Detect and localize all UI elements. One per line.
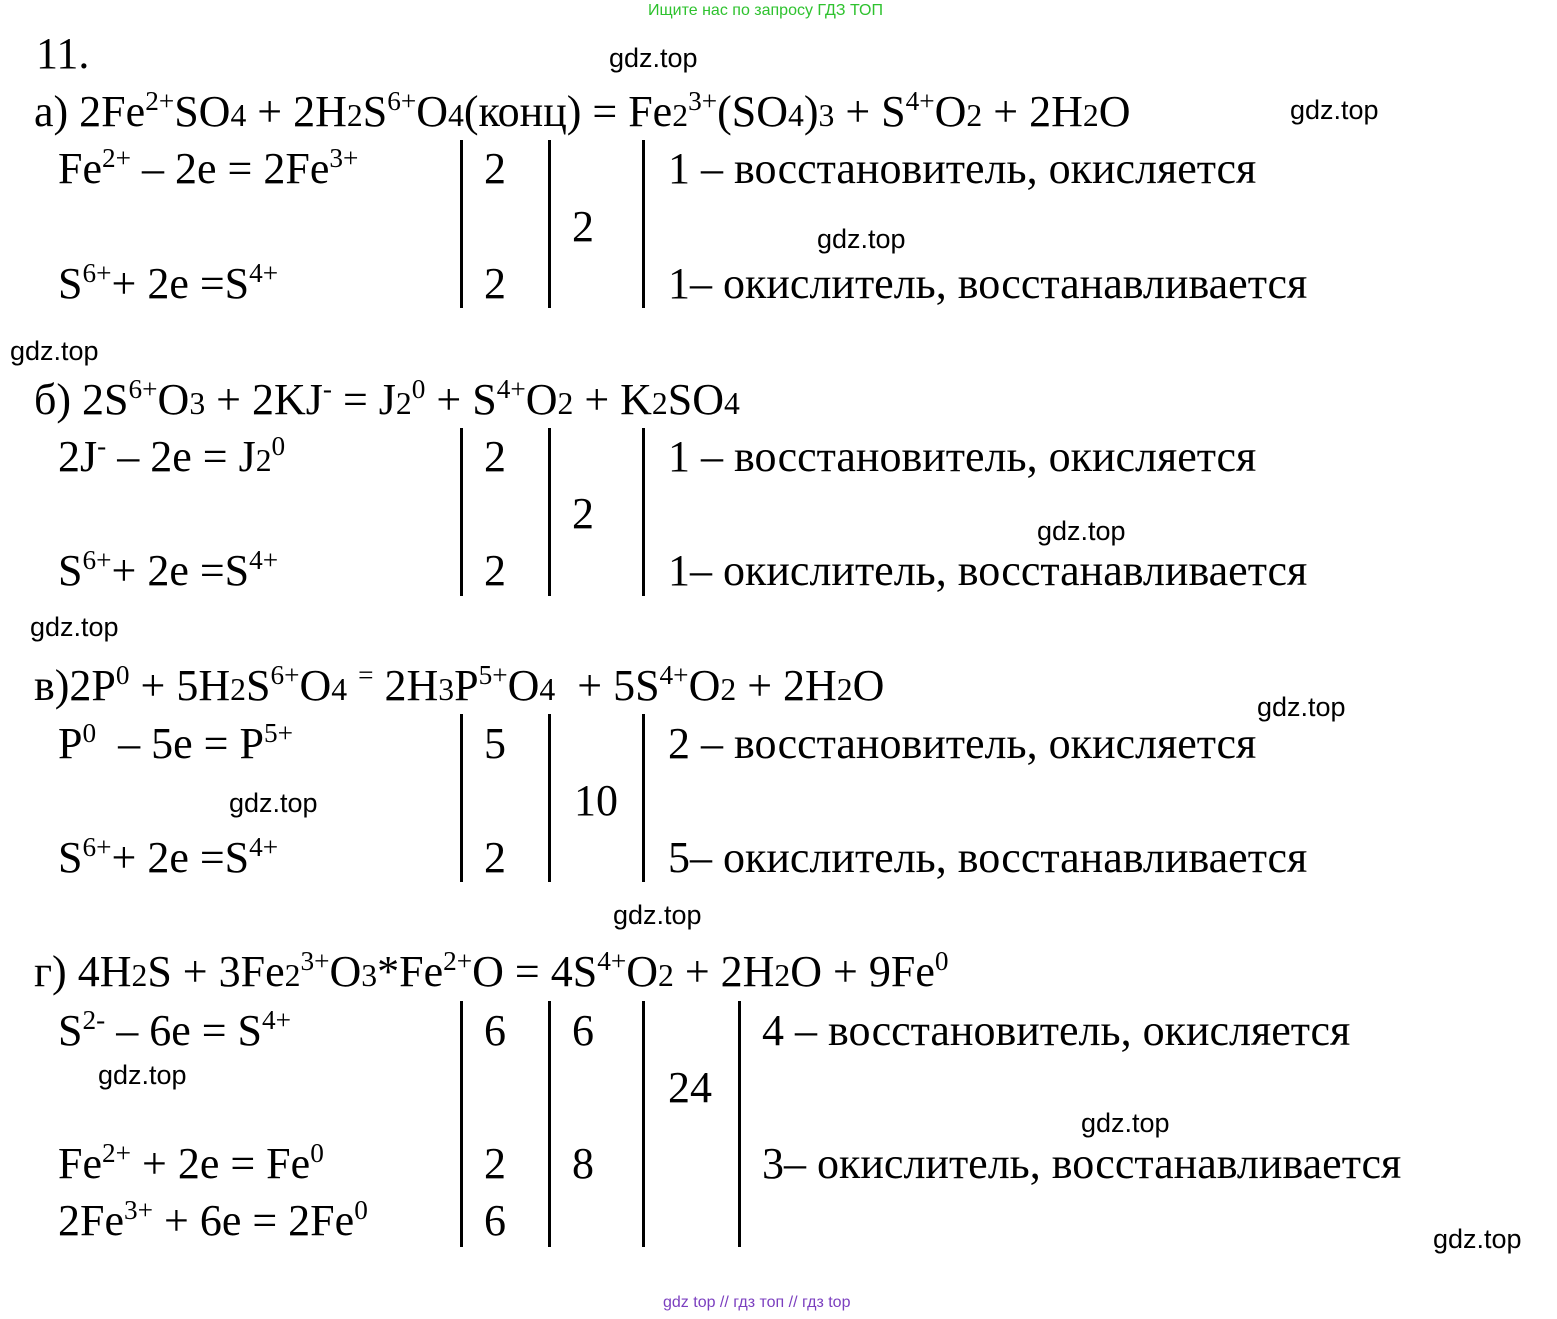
separator-line <box>460 428 463 596</box>
electron-count: 2 <box>484 833 506 882</box>
separator-line <box>738 1001 741 1247</box>
role-reducer: 1 – восстановитель, окисляется <box>668 144 1257 193</box>
half-reaction-g2: $Fe^{2+} + 2e = Fe^0$ <box>58 1137 324 1188</box>
equation-g: г) $4H2S + 3Fe2^{3+}O3*Fe^{2+}O = 4S^{4+}O2 + 2H2O + 9Fe^0$ <box>34 945 949 996</box>
separator-line <box>548 714 551 882</box>
role-reducer: 1 – восстановитель, окисляется <box>668 432 1257 481</box>
electron-count: 2 <box>484 432 506 481</box>
separator-line <box>642 428 645 596</box>
role-oxidizer: 3– окислитель, восстанавливается <box>762 1139 1402 1188</box>
lcm-value: 2 <box>572 202 594 251</box>
electron-sum: 8 <box>572 1139 594 1188</box>
lcm-value: 2 <box>572 489 594 538</box>
electron-count: 2 <box>484 546 506 595</box>
electron-count: 5 <box>484 719 506 768</box>
half-reaction-b1: $2J^- - 2e = J2^0$ <box>58 430 286 481</box>
equation-v: $в)2P^0 + 5H2S^{6+}O4$ = $2H3P^{5+}O4 + 5S^{4+}O2 + 2H2O$ <box>34 659 885 710</box>
electron-count: 2 <box>484 144 506 193</box>
half-reaction-b2: $S^{6+}+ 2e =S^{4+}$ <box>58 544 279 595</box>
watermark: gdz.top <box>1081 1108 1170 1138</box>
half-reaction-a2: $S^{6+}+ 2e =S^{4+}$ <box>58 257 279 308</box>
footer-banner: gdz top // гдз топ // гдз top <box>663 1294 851 1311</box>
lcm-value: 10 <box>574 776 618 825</box>
electron-count: 2 <box>484 1139 506 1188</box>
role-oxidizer: 1– окислитель, восстанавливается <box>668 546 1308 595</box>
equation-b: б) $2S^{6+}O3 + 2KJ^- = J2^0 + S^{4+}O2 + K2SO4$ <box>34 373 740 424</box>
header-banner: Ищите нас по запросу ГДЗ ТОП <box>648 2 883 19</box>
electron-count: 6 <box>484 1006 506 1055</box>
watermark: gdz.top <box>1257 692 1346 722</box>
separator-line <box>460 140 463 308</box>
role-oxidizer: 5– окислитель, восстанавливается <box>668 833 1308 882</box>
watermark: gdz.top <box>609 43 698 73</box>
watermark: gdz.top <box>1290 95 1379 125</box>
watermark: gdz.top <box>98 1060 187 1090</box>
equation-a: а) $2Fe^{2+}SO4$ + $2H2S^{6+}O4(конц) = Fe2^{3+}(SO4)3 + S^{4+}O2 + 2H2O$ <box>34 85 1131 136</box>
watermark: gdz.top <box>613 900 702 930</box>
electron-sum: 6 <box>572 1006 594 1055</box>
electron-count: 2 <box>484 259 506 308</box>
half-reaction-v1: $P^0 - 5e = P^{5+}$ <box>58 717 293 768</box>
role-reducer: 4 – восстановитель, окисляется <box>762 1006 1351 1055</box>
separator-line <box>642 1001 645 1247</box>
separator-line <box>642 714 645 882</box>
role-reducer: 2 – восстановитель, окисляется <box>668 719 1257 768</box>
separator-line <box>460 1001 463 1247</box>
separator-line <box>548 428 551 596</box>
watermark: gdz.top <box>229 788 318 818</box>
watermark: gdz.top <box>30 612 119 642</box>
watermark: gdz.top <box>10 336 99 366</box>
electron-count: 6 <box>484 1196 506 1245</box>
watermark: gdz.top <box>1037 516 1126 546</box>
separator-line <box>548 140 551 308</box>
half-reaction-g3: $2Fe^{3+} + 6e = 2Fe^0$ <box>58 1194 368 1245</box>
separator-line <box>460 714 463 882</box>
watermark: gdz.top <box>1433 1224 1522 1254</box>
separator-line <box>548 1001 551 1247</box>
problem-number: 11. <box>36 29 90 78</box>
role-oxidizer: 1– окислитель, восстанавливается <box>668 259 1308 308</box>
half-reaction-g1: $S^{2-} - 6e = S^{4+}$ <box>58 1004 292 1055</box>
separator-line <box>642 140 645 308</box>
lcm-value: 24 <box>668 1063 712 1112</box>
watermark: gdz.top <box>817 224 906 254</box>
half-reaction-v2: $S^{6+}+ 2e =S^{4+}$ <box>58 831 279 882</box>
half-reaction-a1: $Fe^{2+} - 2e = 2Fe^{3+}$ <box>58 142 359 193</box>
